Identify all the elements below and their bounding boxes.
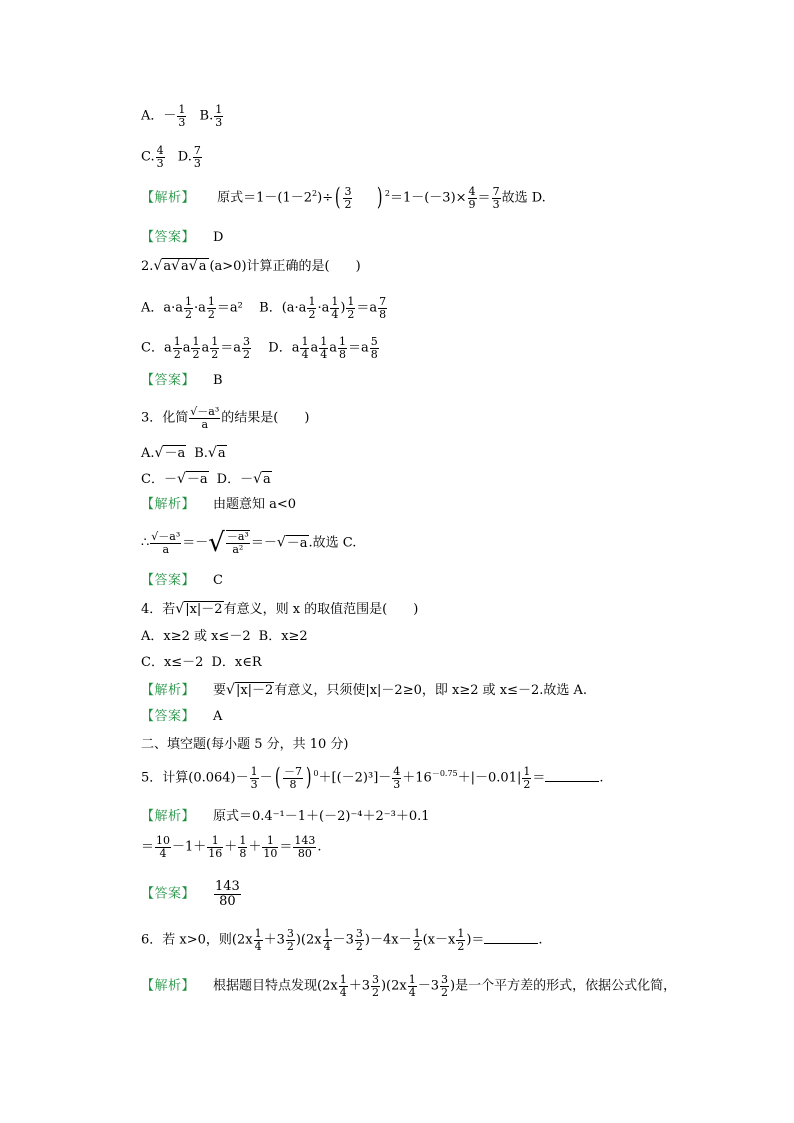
q5-answer: 【答案】 $\frac{143}{80}$ (141, 879, 240, 909)
q4-options-cd: C．x≤－2 D．x∈R (141, 655, 262, 670)
q2-options-cd: C．a $\frac{1}{2}$ a $\frac{1}{2}$ a $\frac{1}{2}$ ＝a $\frac{3}{2}$ D．a $\frac{1}{4}$ a $\frac{1}{4}$ a $\frac{1}{8}$ ＝a $\frac{5}{8}$ (141, 335, 378, 361)
q4-stem: 4．若√|x|－2有意义，则 x 的取值范围是( ) (141, 601, 419, 617)
q3-answer: 【答案】 C (141, 573, 223, 588)
answer-blank[interactable] (545, 771, 599, 782)
q2-options-ab: A．a·a $\frac{1}{2}$ ·a $\frac{1}{2}$ ＝a² B．(a·a $\frac{1}{2}$ ·a $\frac{1}{4}$ ) $\frac{1}{2}$ ＝a $\frac{7}{8}$ (141, 295, 387, 321)
q4-analysis: 【解析】 要√|x|－2有意义，只须使|x|－2≥0，即 x≥2 或 x≤－2.故选 A. (141, 682, 588, 698)
q3-options-ab: A.√－a B.√a (141, 445, 226, 461)
q1-options-ab: A．－ $\frac{1}{3}$ B. $\frac{1}{3}$ (141, 103, 223, 129)
q6-analysis: 【解析】 根据题目特点发现(2x $\frac{1}{4}$ ＋3 $\frac{3}{2}$ )(2x $\frac{1}{4}$ －3 $\frac{3}{2}$ )是一个平方差的形式，依据公式化简， (141, 973, 677, 999)
answer-blank[interactable] (484, 933, 538, 944)
q4-options-ab: A．x≥2 或 x≤－2 B．x≥2 (141, 629, 308, 644)
section-heading: 二、填空题(每小题 5 分，共 10 分) (141, 737, 349, 752)
q2-stem: 2.√a√a√a (a>0)计算正确的是( ) (141, 258, 361, 274)
q5-stem: 5．计算(0.064)－ $\frac{1}{3}$ －( $\frac{-7}{8}$ ) $^0$＋[(－2)³]－ $\frac{4}{3}$ $+16^{-0.75}+|-0.01|$ $\frac{1}{2}$ ＝ . (141, 763, 604, 792)
q1-answer: 【答案】 D (141, 230, 224, 245)
q5-analysis-2: ＝ $\frac{10}{4}$ －1＋ $\frac{1}{16}$ ＋ $\frac{1}{8}$ ＋ $\frac{1}{10}$ ＝ $\frac{143}{80}$ . (141, 834, 322, 860)
answer-label: 【答案】 (141, 230, 196, 245)
q3-options-cd: C．－√－a D．－√a (141, 471, 271, 487)
q5-analysis: 【解析】 原式＝0.4⁻¹－1＋(－2)⁻⁴＋2⁻³＋0.1 (141, 809, 430, 824)
q2-answer: 【答案】 B (141, 373, 223, 388)
q4-answer: 【答案】 A (141, 709, 223, 724)
analysis-label: 【解析】 (141, 190, 196, 206)
fraction: $\frac{1}{3}$ (178, 103, 186, 129)
q3-analysis-2: ∴ $\frac{\text{√－a³}}{a}$ ＝－√ $\frac{\text{－a³}}{\text{a²}}$ ＝－√－a.故选 C. (141, 528, 357, 558)
q1-options-cd: C. $\frac{4}{3}$ D. $\frac{7}{3}$ (141, 144, 201, 170)
q3-analysis: 【解析】 由题意知 a<0 (141, 497, 297, 512)
q3-stem: 3．化简 $\frac{\text{√－a³}}{a}$ 的结果是( ) (141, 405, 310, 431)
q6-stem: 6．若 x>0，则(2x $\frac{1}{4}$ ＋3 $\frac{3}{2}$ )(2x $\frac{1}{4}$ －3 $\frac{3}{2}$ )－4x－ $\frac{1}{2}$ (x－x $\frac{1}{2}$ )＝ . (141, 927, 543, 953)
q1-analysis: 【解析】 原式$=1-(1-2^2)\div$( $\frac{3}{2}$ ) $^2$＝1－(－3)× $\frac{4}{9}$ ＝ $\frac{7}{3}$ 故选 D. (141, 183, 546, 212)
